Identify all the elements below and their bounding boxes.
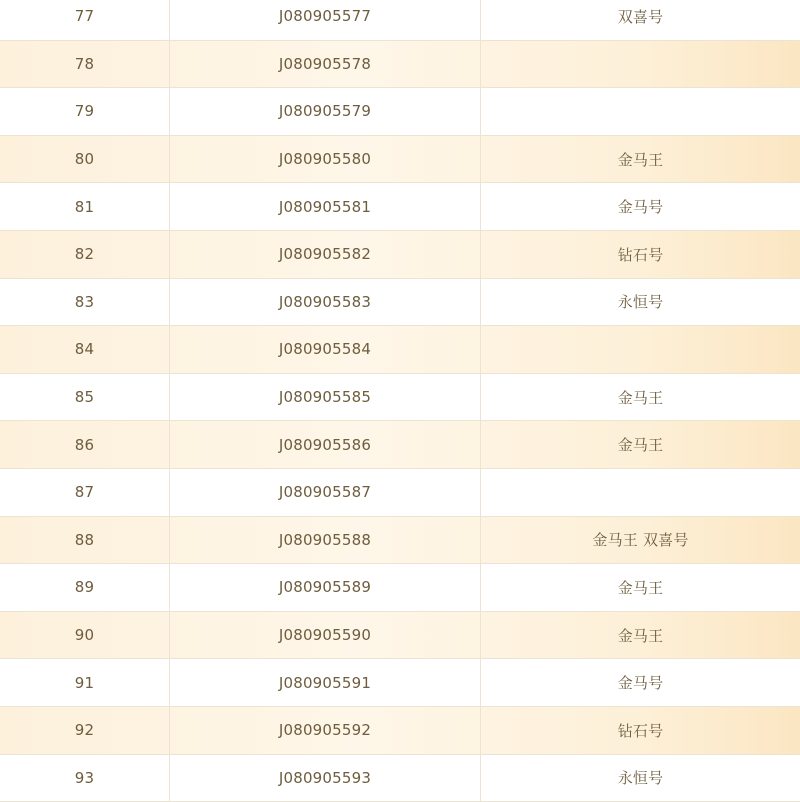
row-number: 93 bbox=[0, 755, 170, 802]
table-row bbox=[0, 326, 800, 374]
row-code: J080905584 bbox=[170, 326, 481, 373]
row-number: 86 bbox=[0, 421, 170, 468]
table-row bbox=[0, 183, 800, 231]
row-number: 89 bbox=[0, 564, 170, 611]
table-row bbox=[0, 612, 800, 660]
row-name bbox=[481, 469, 800, 516]
table-row bbox=[0, 0, 800, 41]
row-code: J080905589 bbox=[170, 564, 481, 611]
row-number: 81 bbox=[0, 183, 170, 230]
row-code: J080905585 bbox=[170, 374, 481, 421]
row-code: J080905587 bbox=[170, 469, 481, 516]
row-code: J080905582 bbox=[170, 231, 481, 278]
row-name: 金马王 bbox=[481, 421, 800, 468]
row-number: 85 bbox=[0, 374, 170, 421]
row-number: 82 bbox=[0, 231, 170, 278]
row-code: J080905593 bbox=[170, 755, 481, 802]
row-code: J080905588 bbox=[170, 517, 481, 564]
table-row bbox=[0, 421, 800, 469]
row-name: 永恒号 bbox=[481, 755, 800, 802]
row-code: J080905586 bbox=[170, 421, 481, 468]
row-name: 金马王 bbox=[481, 564, 800, 611]
row-code: J080905590 bbox=[170, 612, 481, 659]
table-row bbox=[0, 469, 800, 517]
row-name: 双喜号 bbox=[481, 0, 800, 40]
row-number: 78 bbox=[0, 41, 170, 88]
row-name: 永恒号 bbox=[481, 279, 800, 326]
row-number: 84 bbox=[0, 326, 170, 373]
row-code: J080905577 bbox=[170, 0, 481, 40]
row-code: J080905579 bbox=[170, 88, 481, 135]
table-row bbox=[0, 707, 800, 755]
table-row bbox=[0, 88, 800, 136]
row-number: 79 bbox=[0, 88, 170, 135]
row-code: J080905578 bbox=[170, 41, 481, 88]
row-number: 77 bbox=[0, 0, 170, 40]
row-name bbox=[481, 88, 800, 135]
row-number: 88 bbox=[0, 517, 170, 564]
table-row bbox=[0, 136, 800, 184]
row-code: J080905591 bbox=[170, 659, 481, 706]
row-name bbox=[481, 41, 800, 88]
table-row bbox=[0, 41, 800, 89]
row-code: J080905581 bbox=[170, 183, 481, 230]
row-name: 钻石号 bbox=[481, 231, 800, 278]
row-number: 80 bbox=[0, 136, 170, 183]
table-row bbox=[0, 517, 800, 565]
row-code: J080905580 bbox=[170, 136, 481, 183]
row-number: 91 bbox=[0, 659, 170, 706]
row-number: 87 bbox=[0, 469, 170, 516]
row-name: 金马王 双喜号 bbox=[481, 517, 800, 564]
table-row bbox=[0, 374, 800, 422]
row-name bbox=[481, 326, 800, 373]
table-row bbox=[0, 755, 800, 802]
row-number: 92 bbox=[0, 707, 170, 754]
row-name: 金马王 bbox=[481, 136, 800, 183]
row-code: J080905592 bbox=[170, 707, 481, 754]
table-row bbox=[0, 659, 800, 707]
row-number: 90 bbox=[0, 612, 170, 659]
row-code: J080905583 bbox=[170, 279, 481, 326]
table-row bbox=[0, 231, 800, 279]
row-name: 金马王 bbox=[481, 374, 800, 421]
row-name: 钻石号 bbox=[481, 707, 800, 754]
row-name: 金马号 bbox=[481, 183, 800, 230]
row-name: 金马王 bbox=[481, 612, 800, 659]
row-number: 83 bbox=[0, 279, 170, 326]
row-name: 金马号 bbox=[481, 659, 800, 706]
table-row bbox=[0, 279, 800, 327]
table-row bbox=[0, 564, 800, 612]
